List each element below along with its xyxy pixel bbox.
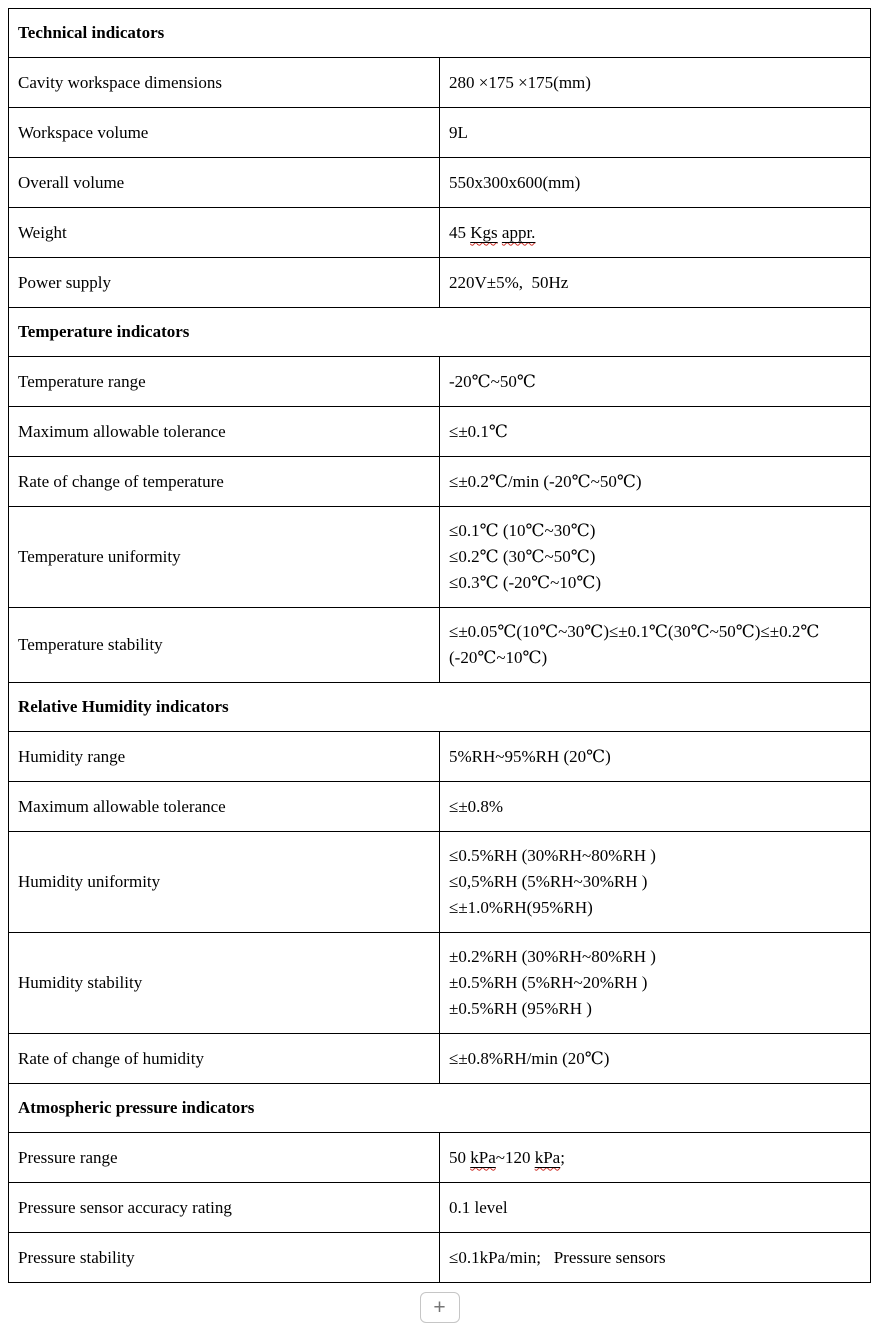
row-label: Overall volume (9, 158, 440, 208)
table-row (9, 1183, 871, 1233)
value-text: ≤±0.05℃(10℃~30℃)≤±0.1℃(30℃~50℃)≤±0.2℃(-20℃~10℃) (449, 622, 820, 667)
value-text: ±0.5%RH (5%RH~20%RH ) (449, 973, 648, 992)
value-line (449, 1195, 861, 1221)
row-label: Humidity range (9, 732, 440, 782)
row-value (440, 357, 871, 407)
row-label: Maximum allowable tolerance (9, 407, 440, 457)
section-header-row (9, 683, 871, 732)
table-row (9, 258, 871, 308)
table-row (9, 407, 871, 457)
row-value (440, 782, 871, 832)
section-header-row (9, 308, 871, 357)
value-line (449, 895, 861, 921)
value-text: ≤±0.8% (449, 796, 504, 816)
row-value (440, 732, 871, 782)
technical-indicators-table (8, 8, 871, 1283)
section-header: Atmospheric pressure indicators (9, 1084, 871, 1133)
row-value (440, 507, 871, 608)
section-header: Relative Humidity indicators (9, 683, 871, 732)
table-row (9, 1034, 871, 1084)
value-text: ≤±0.8%RH/min (20℃) (449, 1048, 610, 1068)
table-row (9, 608, 871, 683)
value-line (449, 120, 861, 146)
table-row (9, 357, 871, 407)
row-label: Temperature range (9, 357, 440, 407)
table-row (9, 1133, 871, 1183)
value-text: ±0.2%RH (30%RH~80%RH ) (449, 947, 656, 966)
value-text: ≤0.3℃ (-20℃~10℃) (449, 573, 602, 592)
value-text: 220V±5%, 50Hz (449, 272, 569, 292)
row-label: Power supply (9, 258, 440, 308)
value-line (449, 170, 861, 196)
row-label: Temperature stability (9, 608, 440, 683)
value-text: 9L (449, 122, 468, 142)
value-text: ±0.5%RH (95%RH ) (449, 999, 592, 1018)
word-text: appr. (501, 222, 536, 242)
row-value (440, 457, 871, 507)
table-row (9, 58, 871, 108)
row-label: Temperature uniformity (9, 507, 440, 608)
row-value (440, 58, 871, 108)
row-value (440, 832, 871, 933)
word-text: kPa (534, 1147, 561, 1167)
row-label: Rate of change of temperature (9, 457, 440, 507)
row-label: Weight (9, 208, 440, 258)
row-value (440, 1133, 871, 1183)
value-text: 0.1 level (449, 1197, 508, 1217)
value-text: ~120 (495, 1147, 535, 1167)
value-line (449, 1046, 861, 1072)
row-value (440, 108, 871, 158)
table-row (9, 457, 871, 507)
value-line (449, 744, 861, 770)
value-text: 50 (449, 1147, 471, 1167)
value-text: 550x300x600(mm) (449, 172, 581, 192)
row-value (440, 933, 871, 1034)
row-label: Cavity workspace dimensions (9, 58, 440, 108)
table-row (9, 933, 871, 1034)
value-line (449, 1245, 861, 1271)
section-header: Technical indicators (9, 9, 871, 58)
value-line (449, 518, 861, 544)
value-text: ; (560, 1147, 565, 1167)
value-text: ≤0.1℃ (10℃~30℃) (449, 521, 596, 540)
table-row (9, 832, 871, 933)
value-line (449, 369, 861, 395)
table-row (9, 732, 871, 782)
value-text: ≤±0.1℃ (449, 421, 508, 441)
value-text: ≤±0.2℃/min (-20℃~50℃) (449, 471, 642, 491)
table-row (9, 208, 871, 258)
row-label: Pressure range (9, 1133, 440, 1183)
row-value (440, 208, 871, 258)
add-block-container (8, 1292, 871, 1323)
row-value (440, 1233, 871, 1283)
row-label: Humidity stability (9, 933, 440, 1034)
misspelled-word (502, 223, 536, 242)
row-label: Pressure stability (9, 1233, 440, 1283)
value-text: -20℃~50℃ (449, 371, 536, 391)
value-line (449, 544, 861, 570)
table-row (9, 507, 871, 608)
word-text: kPa (470, 1147, 496, 1167)
value-text: ≤±1.0%RH(95%RH) (449, 898, 593, 917)
row-label: Workspace volume (9, 108, 440, 158)
value-line (449, 843, 861, 869)
value-text: 5%RH~95%RH (20℃) (449, 746, 611, 766)
row-value (440, 1183, 871, 1233)
section-header: Temperature indicators (9, 308, 871, 357)
table-row (9, 782, 871, 832)
value-text: 280 ×175 ×175(mm) (449, 72, 591, 92)
row-label: Humidity uniformity (9, 832, 440, 933)
value-line (449, 419, 861, 445)
value-text: ≤0.2℃ (30℃~50℃) (449, 547, 596, 566)
row-value (440, 608, 871, 683)
word-text: Kgs (470, 222, 498, 242)
value-line (449, 970, 861, 996)
row-label: Maximum allowable tolerance (9, 782, 440, 832)
add-block-button[interactable]: + (420, 1292, 460, 1323)
row-value (440, 1034, 871, 1084)
value-line (449, 270, 861, 296)
value-line (449, 220, 861, 246)
section-header-row (9, 1084, 871, 1133)
value-text: ≤0,5%RH (5%RH~30%RH ) (449, 872, 648, 891)
value-line (449, 794, 861, 820)
value-line (449, 944, 861, 970)
misspelled-word (470, 1148, 496, 1167)
row-label: Rate of change of humidity (9, 1034, 440, 1084)
misspelled-word (535, 1148, 561, 1167)
table-row (9, 158, 871, 208)
row-value (440, 158, 871, 208)
table-body (9, 9, 871, 1283)
value-text: ≤0.1kPa/min; Pressure sensors (449, 1247, 666, 1267)
value-line (449, 469, 861, 495)
row-value (440, 407, 871, 457)
value-line (449, 570, 861, 596)
value-text: ≤0.5%RH (30%RH~80%RH ) (449, 846, 656, 865)
value-line (449, 1145, 861, 1171)
value-text: 45 (449, 222, 471, 242)
value-line (449, 619, 861, 671)
table-row (9, 1233, 871, 1283)
value-line (449, 869, 861, 895)
misspelled-word (470, 223, 497, 242)
section-header-row (9, 9, 871, 58)
value-line (449, 70, 861, 96)
row-value (440, 258, 871, 308)
row-label: Pressure sensor accuracy rating (9, 1183, 440, 1233)
value-line (449, 996, 861, 1022)
table-row (9, 108, 871, 158)
